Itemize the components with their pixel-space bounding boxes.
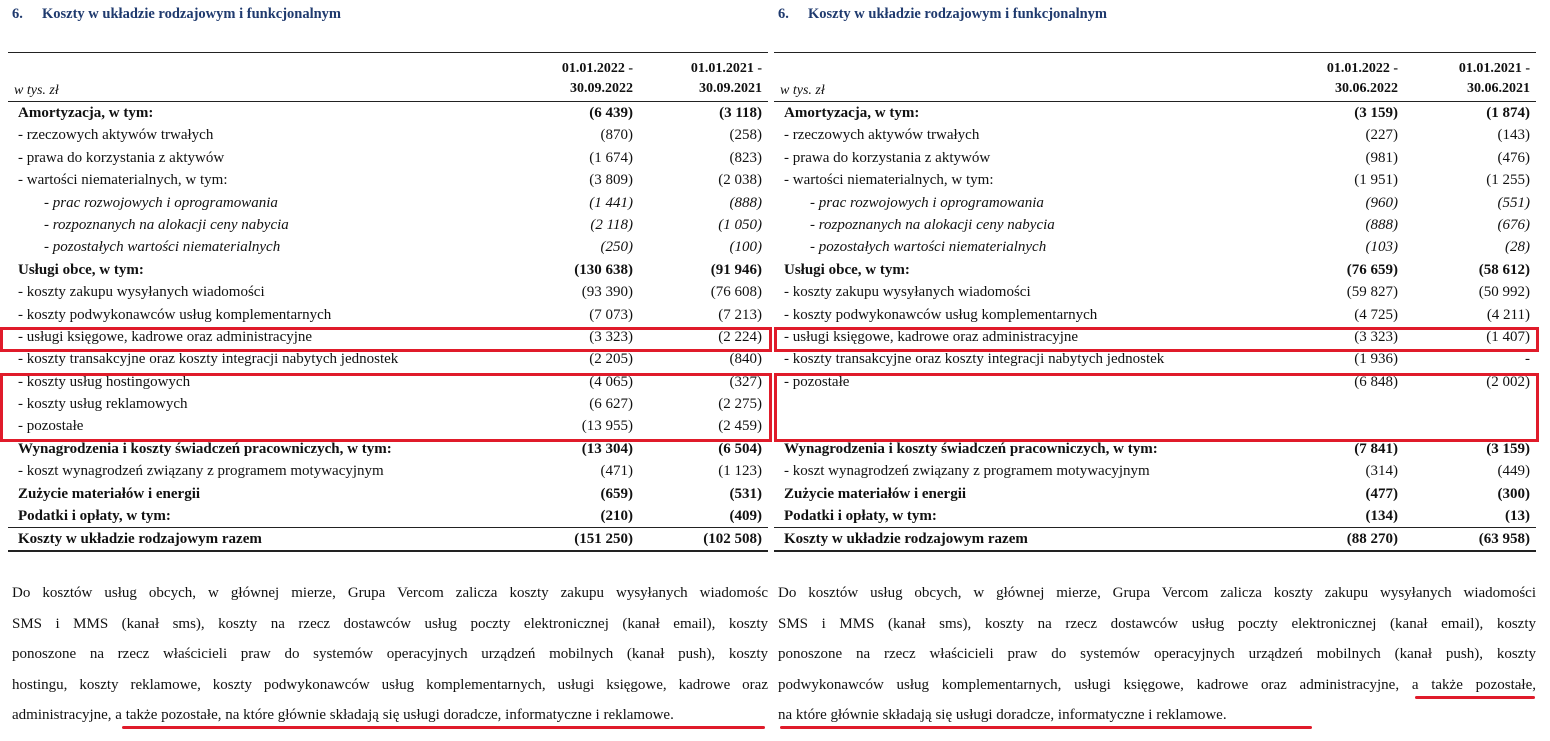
value-period-2: (840): [729, 351, 762, 368]
table-row: [8, 483, 768, 505]
row-label: Usługi obce, w tym:: [784, 261, 910, 278]
value-period-1: (2 205): [589, 351, 633, 368]
value-period-2: (258): [729, 127, 762, 144]
row-label: Usługi obce, w tym:: [18, 261, 144, 278]
value-period-1: (88 270): [1346, 531, 1398, 548]
section-title: [12, 6, 341, 23]
note-paragraph: [12, 578, 768, 731]
value-period-2: (551): [1497, 194, 1530, 211]
table-row: [774, 304, 1536, 326]
table-row: [774, 214, 1536, 236]
value-period-2: (1 874): [1486, 105, 1530, 121]
value-period-2: (58 612): [1478, 261, 1530, 278]
value-period-2: (63 958): [1478, 531, 1530, 548]
table-row: [8, 281, 768, 303]
period-column-1: 01.01.2022 - 30.06.2022: [1326, 61, 1398, 96]
period-column-2: 01.01.2021 - 30.06.2021: [1458, 61, 1530, 96]
table-row: [8, 304, 768, 326]
unit-label: w tys. zł: [780, 83, 825, 98]
table-row: [774, 102, 1536, 124]
section-title-text: Koszty w układzie rodzajowym i funkcjonalnym: [808, 6, 1108, 22]
table-row: [8, 102, 768, 124]
value-period-1: (130 638): [574, 261, 633, 278]
underline-right-1: [1415, 696, 1535, 699]
row-label: Wynagrodzenia i koszty świadczeń pracowniczych, w tym:: [784, 440, 1158, 457]
value-period-1: (103): [1365, 239, 1398, 256]
value-period-2: (300): [1497, 485, 1530, 502]
table-row: [8, 527, 768, 552]
value-period-1: (93 390): [581, 284, 633, 301]
value-period-1: (3 323): [1354, 328, 1398, 345]
table-row: [8, 124, 768, 146]
table-row: [774, 147, 1536, 169]
value-period-2: (7 213): [718, 306, 762, 323]
value-period-1: (2 118): [590, 216, 633, 233]
row-label: - pozostałe: [18, 418, 84, 435]
row-label: - rozpoznanych na alokacji ceny nabycia: [810, 216, 1055, 233]
row-label: Podatki i opłaty, w tym:: [784, 508, 937, 525]
table-row: [774, 483, 1536, 505]
table-row: [8, 147, 768, 169]
row-label: - prac rozwojowych i oprogramowania: [44, 194, 278, 211]
value-period-1: (59 827): [1346, 284, 1398, 301]
row-label: Podatki i opłaty, w tym:: [18, 508, 171, 525]
row-label: - koszty transakcyjne oraz koszty integracji nabytych jednostek: [18, 351, 399, 368]
value-period-2: (28): [1505, 239, 1530, 256]
value-period-1: (3 159): [1354, 105, 1398, 121]
value-period-2: (3 118): [719, 105, 762, 121]
row-label: Zużycie materiałów i energii: [784, 485, 967, 502]
value-period-1: (13 955): [581, 418, 633, 435]
row-label: - koszt wynagrodzeń związany z programem motywacyjnym: [784, 463, 1150, 480]
value-period-2: (409): [729, 508, 762, 525]
table-row: [774, 460, 1536, 482]
left-panel: [8, 0, 768, 741]
highlight-box-other-right: [774, 373, 1539, 442]
paragraph-line: ponoszone na rzecz właścicieli praw do systemów operacyjnych urządzeń mobilnych (kanał push), koszty: [778, 646, 1536, 662]
underline-right-2: [780, 726, 1312, 729]
value-period-1: (7 841): [1354, 440, 1398, 457]
period-column-1: 01.01.2022 - 30.09.2022: [561, 61, 633, 96]
paragraph-line: ponoszone na rzecz właścicieli praw do systemów operacyjnych urządzeń mobilnych (kanał push), koszty: [12, 646, 768, 662]
value-period-1: (870): [600, 127, 633, 144]
row-label: - pozostałych wartości niematerialnych: [44, 239, 281, 256]
row-label: - pozostałych wartości niematerialnych: [810, 239, 1047, 256]
row-label: - usługi księgowe, kadrowe oraz administracyjne: [784, 328, 1079, 345]
value-period-2: (1 050): [718, 216, 762, 233]
value-period-1: (210): [600, 508, 633, 525]
value-period-2: (449): [1497, 463, 1530, 480]
paragraph-line: administracyjne, a także pozostałe, na które głównie składają się usługi doradcze, informatyczne i reklamowe.: [12, 707, 674, 723]
value-period-1: (888): [1365, 216, 1398, 233]
row-label: - prawa do korzystania z aktywów: [784, 149, 991, 166]
paragraph-line: Do kosztów usług obcych, w głównej mierze, Grupa Vercom zalicza koszty zakupu wysyłanych wiadomości: [778, 585, 1536, 601]
value-period-2: (2 224): [718, 328, 762, 345]
value-period-2: (50 992): [1478, 284, 1530, 301]
value-period-1: (4 725): [1354, 306, 1398, 323]
table-row: [774, 192, 1536, 214]
table-row: [774, 259, 1536, 281]
value-period-1: (134): [1365, 508, 1398, 525]
section-number: 6.: [12, 6, 23, 22]
value-period-1: (3 809): [589, 172, 633, 189]
value-period-1: (1 674): [589, 149, 633, 166]
value-period-1: (1 936): [1354, 351, 1398, 368]
row-label: Wynagrodzenia i koszty świadczeń pracowniczych, w tym:: [18, 440, 392, 457]
value-period-2: (1 407): [1486, 328, 1530, 345]
highlight-box-other-left: [0, 373, 772, 442]
row-label: - koszty zakupu wysyłanych wiadomości: [784, 284, 1031, 301]
row-label: - usługi księgowe, kadrowe oraz administracyjne: [18, 328, 313, 345]
value-period-2: (76 608): [710, 284, 762, 301]
highlight-box-accounting-right: [774, 327, 1539, 352]
value-period-1: (4 065): [589, 373, 633, 390]
value-period-1: (314): [1365, 463, 1398, 480]
value-period-2: (3 159): [1486, 440, 1530, 457]
table-row: [8, 214, 768, 236]
value-period-2: (476): [1497, 149, 1530, 166]
value-period-1: (960): [1365, 194, 1398, 211]
row-label: - koszty podwykonawców usług komplementarnych: [784, 306, 1098, 323]
row-label: - koszty usług reklamowych: [18, 396, 188, 413]
row-label: - prac rozwojowych i oprogramowania: [810, 194, 1044, 211]
paragraph-line: SMS i MMS (kanał sms), koszty na rzecz dostawców usług poczty elektronicznej (kanał email), koszty: [778, 615, 1536, 632]
value-period-2: (13): [1505, 508, 1530, 525]
row-label: - koszty zakupu wysyłanych wiadomości: [18, 284, 265, 301]
table-row: [774, 124, 1536, 146]
table-row: [8, 236, 768, 258]
table-row: [774, 527, 1536, 552]
value-period-2: (531): [729, 485, 762, 502]
table-row: [774, 169, 1536, 191]
value-period-1: (477): [1365, 485, 1398, 502]
costs-table: [774, 52, 1536, 552]
value-period-2: (102 508): [703, 531, 762, 548]
section-number: 6.: [778, 6, 789, 22]
highlight-box-accounting-left: [0, 327, 772, 352]
value-period-1: (1 951): [1354, 172, 1398, 189]
row-label: - koszt wynagrodzeń związany z programem motywacyjnym: [18, 463, 384, 480]
value-period-2: -: [1525, 351, 1530, 368]
table-row: [8, 505, 768, 527]
table-row: [774, 281, 1536, 303]
note-paragraph: [778, 578, 1536, 731]
value-period-1: (659): [600, 485, 633, 502]
value-period-2: (91 946): [710, 261, 762, 278]
table-row: [774, 236, 1536, 258]
period-column-2: 01.01.2021 - 30.09.2021: [690, 61, 762, 96]
table-row: [774, 505, 1536, 527]
value-period-1: (471): [600, 463, 633, 480]
value-period-2: (1 123): [718, 463, 762, 480]
row-label: - pozostałe: [784, 373, 850, 390]
value-period-2: (6 504): [718, 440, 762, 457]
value-period-1: (3 323): [589, 328, 633, 345]
value-period-1: (6 627): [589, 396, 633, 413]
value-period-1: (76 659): [1346, 261, 1398, 278]
value-period-2: (2 459): [718, 418, 762, 435]
value-period-1: (1 441): [589, 194, 633, 211]
value-period-1: (6 439): [589, 105, 633, 121]
value-period-2: (2 038): [718, 172, 762, 189]
paragraph-line: hostingu, koszty reklamowe, koszty podwykonawców usług komplementarnych, usługi księgowe, kadrowe oraz: [12, 676, 768, 693]
section-title: [778, 6, 1107, 23]
row-label: Koszty w układzie rodzajowym razem: [18, 531, 262, 548]
value-period-2: (1 255): [1486, 172, 1530, 189]
value-period-2: (823): [729, 149, 762, 166]
value-period-2: (888): [729, 194, 762, 211]
row-label: Zużycie materiałów i energii: [18, 485, 201, 502]
value-period-2: (327): [729, 373, 762, 390]
table-header: [8, 53, 768, 102]
value-period-1: (151 250): [574, 531, 633, 548]
value-period-1: (250): [600, 239, 633, 256]
paragraph-line: SMS i MMS (kanał sms), koszty na rzecz dostawców usług poczty elektronicznej (kanał email), koszty: [12, 615, 768, 632]
row-label: Amortyzacja, w tym:: [784, 105, 920, 121]
value-period-1: (7 073): [589, 306, 633, 323]
value-period-2: (143): [1497, 127, 1530, 144]
value-period-1: (981): [1365, 149, 1398, 166]
underline-left: [122, 726, 765, 729]
row-label: Amortyzacja, w tym:: [18, 105, 154, 121]
row-label: - koszty usług hostingowych: [18, 373, 191, 390]
row-label: - rozpoznanych na alokacji ceny nabycia: [44, 216, 289, 233]
value-period-1: (13 304): [581, 440, 633, 457]
row-label: - rzeczowych aktywów trwałych: [784, 127, 980, 144]
value-period-2: (676): [1497, 216, 1530, 233]
section-title-text: Koszty w układzie rodzajowym i funkcjonalnym: [42, 6, 342, 22]
row-label: - wartości niematerialnych, w tym:: [18, 172, 228, 189]
row-label: - prawa do korzystania z aktywów: [18, 149, 225, 166]
table-row: [8, 169, 768, 191]
paragraph-line: Do kosztów usług obcych, w głównej mierze, Grupa Vercom zalicza koszty zakupu wysyłanych wiadomośc: [12, 585, 768, 601]
value-period-2: (100): [729, 239, 762, 256]
row-label: - wartości niematerialnych, w tym:: [784, 172, 994, 189]
row-label: - rzeczowych aktywów trwałych: [18, 127, 214, 144]
right-panel: [774, 0, 1536, 741]
row-label: - koszty podwykonawców usług komplementarnych: [18, 306, 332, 323]
unit-label: w tys. zł: [14, 83, 59, 98]
value-period-2: (2 002): [1486, 373, 1530, 390]
value-period-2: (4 211): [1486, 306, 1530, 323]
row-label: Koszty w układzie rodzajowym razem: [784, 531, 1028, 548]
value-period-1: (6 848): [1354, 373, 1398, 390]
value-period-1: (227): [1365, 127, 1398, 144]
value-period-2: (2 275): [718, 396, 762, 413]
table-row: [8, 460, 768, 482]
table-header: [774, 53, 1536, 102]
paragraph-line: na które głównie składają się usługi doradcze, informatyczne i reklamowe.: [778, 707, 1227, 723]
table-row: [8, 192, 768, 214]
costs-table: [8, 52, 768, 552]
paragraph-line: podwykonawców usług komplementarnych, usługi księgowe, kadrowe oraz administracyjne, a także pozostałe,: [778, 676, 1536, 693]
row-label: - koszty transakcyjne oraz koszty integracji nabytych jednostek: [784, 351, 1165, 368]
table-row: [8, 259, 768, 281]
